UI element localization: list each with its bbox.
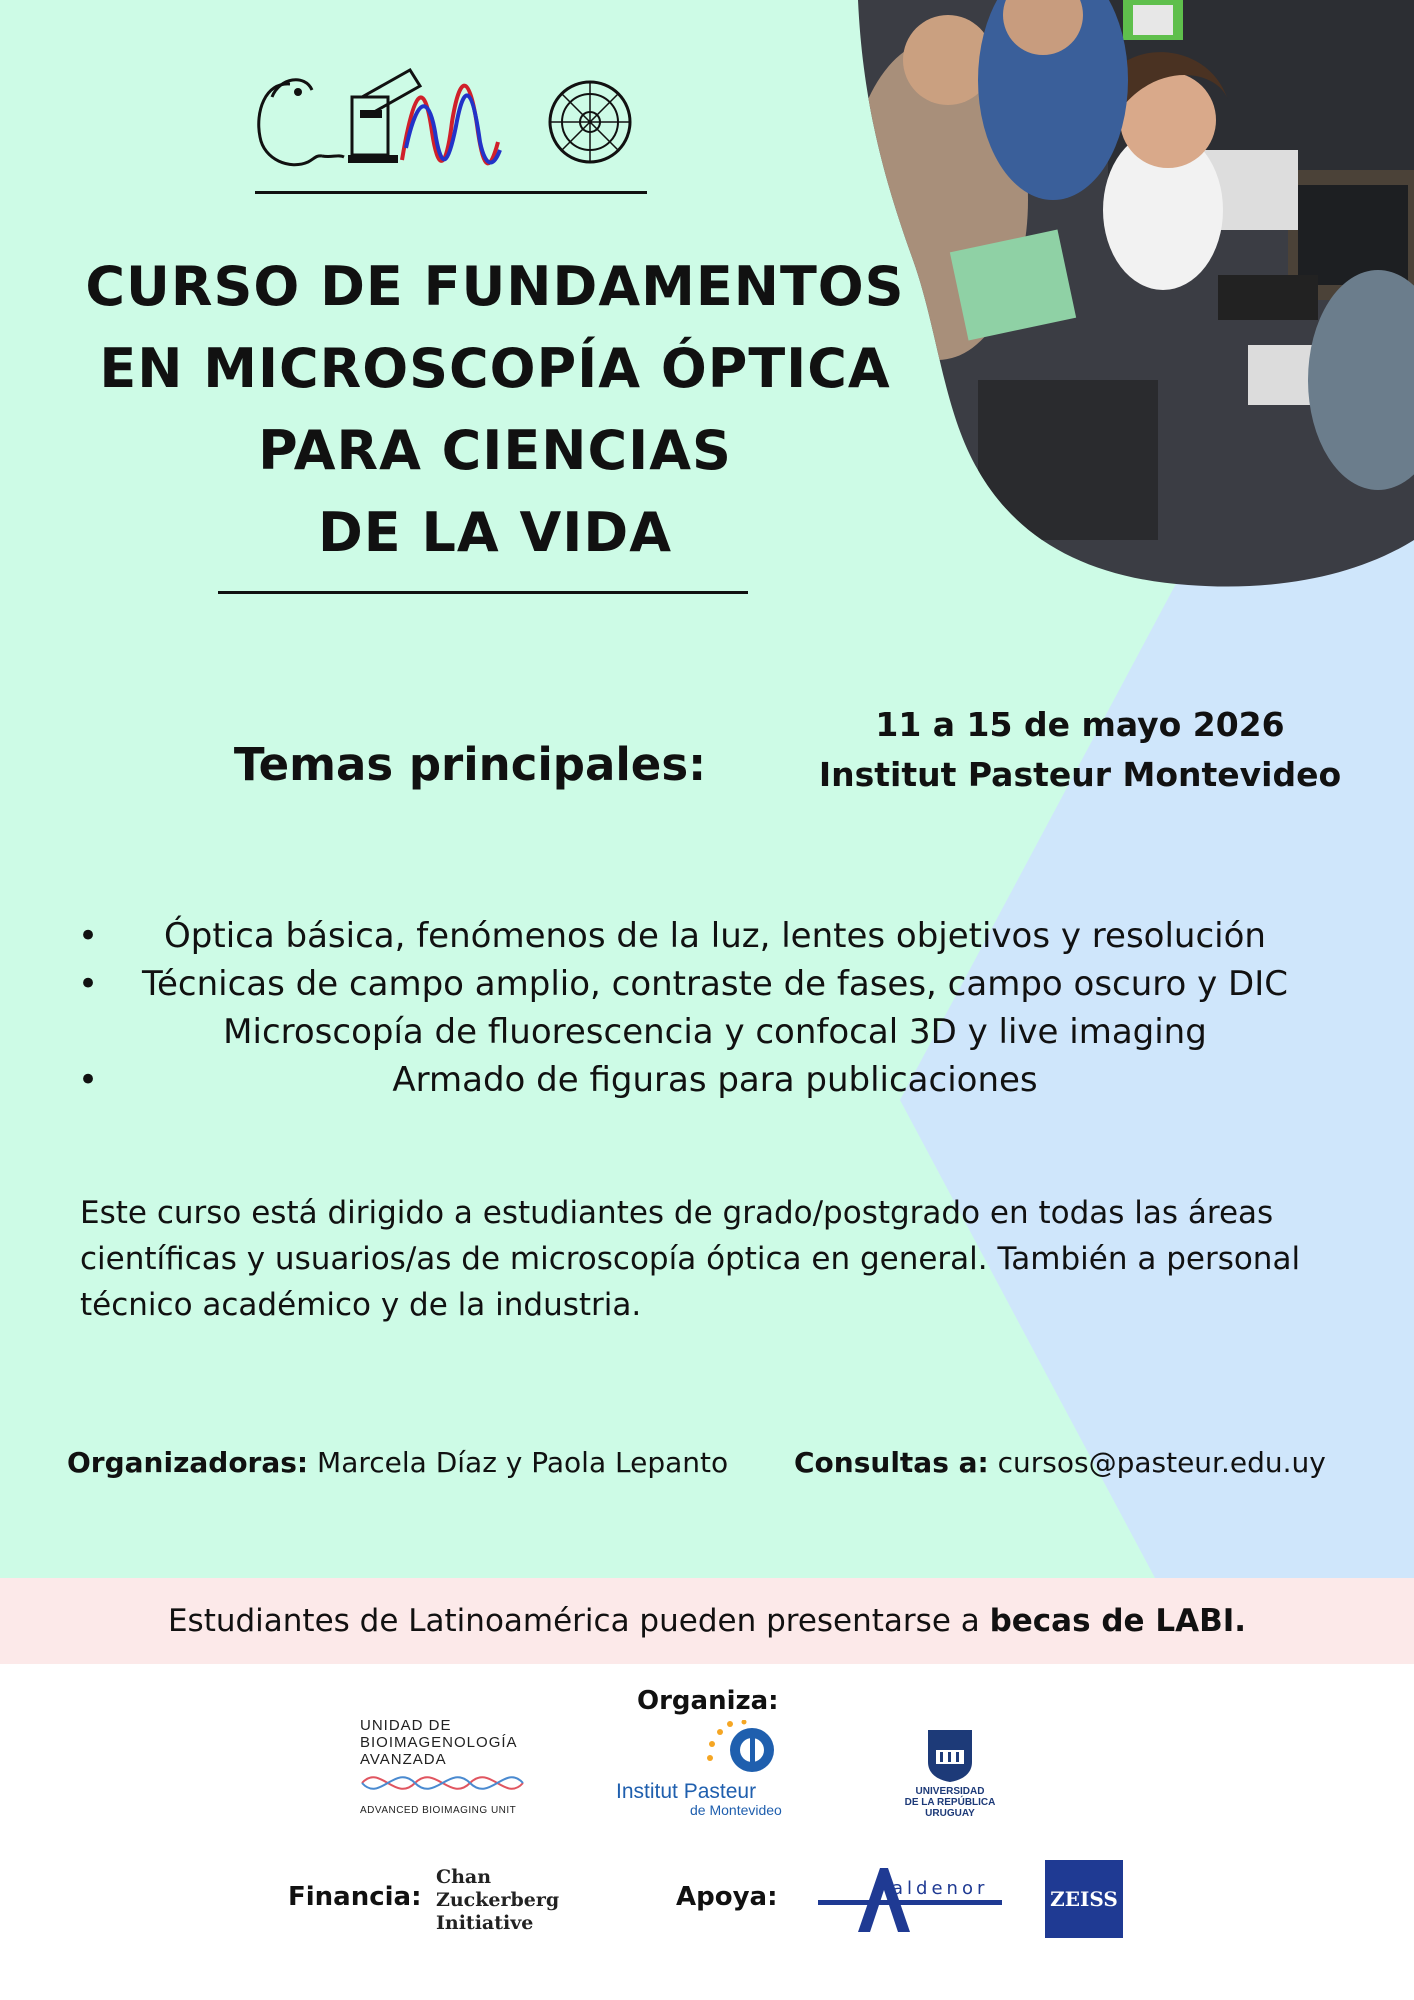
udelar-logo	[890, 1728, 1010, 1828]
topic-text: Óptica básica, fenómenos de la luz, lentes objetivos y resolución	[164, 916, 1266, 956]
event-date: 11 a 15 de mayo 2026	[875, 705, 1285, 744]
list-item	[70, 1056, 1360, 1104]
scholarship-highlight: becas de LABI.	[989, 1603, 1247, 1639]
organizers-names: Marcela Díaz y Paola Lepanto	[317, 1446, 729, 1479]
apoya-label: Apoya:	[676, 1882, 778, 1912]
list-item	[70, 1008, 1360, 1056]
uba-line: AVANZADA	[360, 1751, 447, 1768]
uba-line: UNIDAD DE	[360, 1717, 452, 1734]
aldenor-text: aldenor	[892, 1878, 989, 1899]
topics-list	[70, 912, 1360, 1104]
uba-subtitle: ADVANCED BIOIMAGING UNIT	[360, 1805, 517, 1816]
event-info	[800, 700, 1360, 800]
topic-text: Microscopía de fluorescencia y confocal 3D y live imaging	[223, 1012, 1207, 1052]
scholarship-band	[0, 1578, 1414, 1664]
title-line: CURSO DE FUNDAMENTOS	[85, 255, 905, 318]
contact-email[interactable]: cursos@pasteur.edu.uy	[997, 1446, 1326, 1479]
czi-line: Initiative	[436, 1912, 534, 1934]
title-rule	[218, 591, 748, 594]
bullet: •	[78, 964, 99, 1004]
scholarship-text: Estudiantes de Latinoamérica pueden presentarse a	[167, 1603, 990, 1639]
university-crest-icon	[926, 1728, 974, 1782]
uba-line: BIOIMAGENOLOGÍA	[360, 1734, 518, 1751]
course-title	[40, 246, 950, 574]
zeiss-logo: ZEISS	[1045, 1860, 1123, 1938]
udelar-line: URUGUAY	[925, 1808, 975, 1819]
top-rule	[255, 191, 647, 194]
event-venue: Institut Pasteur Montevideo	[818, 755, 1342, 794]
czi-line: Chan	[436, 1866, 492, 1888]
topics-heading: Temas principales:	[233, 738, 707, 791]
organizers	[67, 1446, 728, 1479]
pasteur-emblem-icon	[612, 1720, 802, 1780]
dna-icon	[360, 1768, 525, 1798]
udelar-line: UNIVERSIDAD	[915, 1786, 985, 1797]
organizers-label: Organizadoras:	[67, 1446, 309, 1479]
bullet: •	[78, 916, 99, 956]
financia-label: Financia:	[288, 1882, 422, 1912]
list-item	[70, 960, 1360, 1008]
uba-logo	[360, 1717, 540, 1816]
institut-pasteur-logo	[612, 1720, 802, 1820]
title-line: DE LA VIDA	[317, 501, 672, 564]
topic-text: Armado de figuras para publicaciones	[392, 1060, 1038, 1100]
topic-text: Técnicas de campo amplio, contraste de fases, campo oscuro y DIC	[142, 964, 1288, 1004]
aldenor-logo	[818, 1862, 1002, 1938]
pasteur-city: de Montevideo	[690, 1802, 782, 1818]
inquiries-label: Consultas a:	[794, 1446, 989, 1479]
bullet: •	[78, 1060, 99, 1100]
course-description: Este curso está dirigido a estudiantes de grado/postgrado en todas las áreas científicas y usuarios/as de microscopía óptica en general. También a personal técnico académico y de la industria.	[80, 1195, 1301, 1323]
udelar-line: DE LA REPÚBLICA	[904, 1797, 996, 1808]
list-item	[70, 912, 1360, 960]
czi-logo	[436, 1866, 559, 1935]
title-line: PARA CIENCIAS	[258, 419, 732, 482]
organiza-label: Organiza:	[637, 1686, 779, 1716]
pasteur-name: Institut Pasteur	[616, 1780, 757, 1803]
cfmo-logo	[250, 62, 660, 174]
title-line: EN MICROSCOPÍA ÓPTICA	[99, 337, 891, 400]
inquiries	[794, 1446, 1326, 1479]
czi-line: Zuckerberg	[436, 1889, 560, 1911]
